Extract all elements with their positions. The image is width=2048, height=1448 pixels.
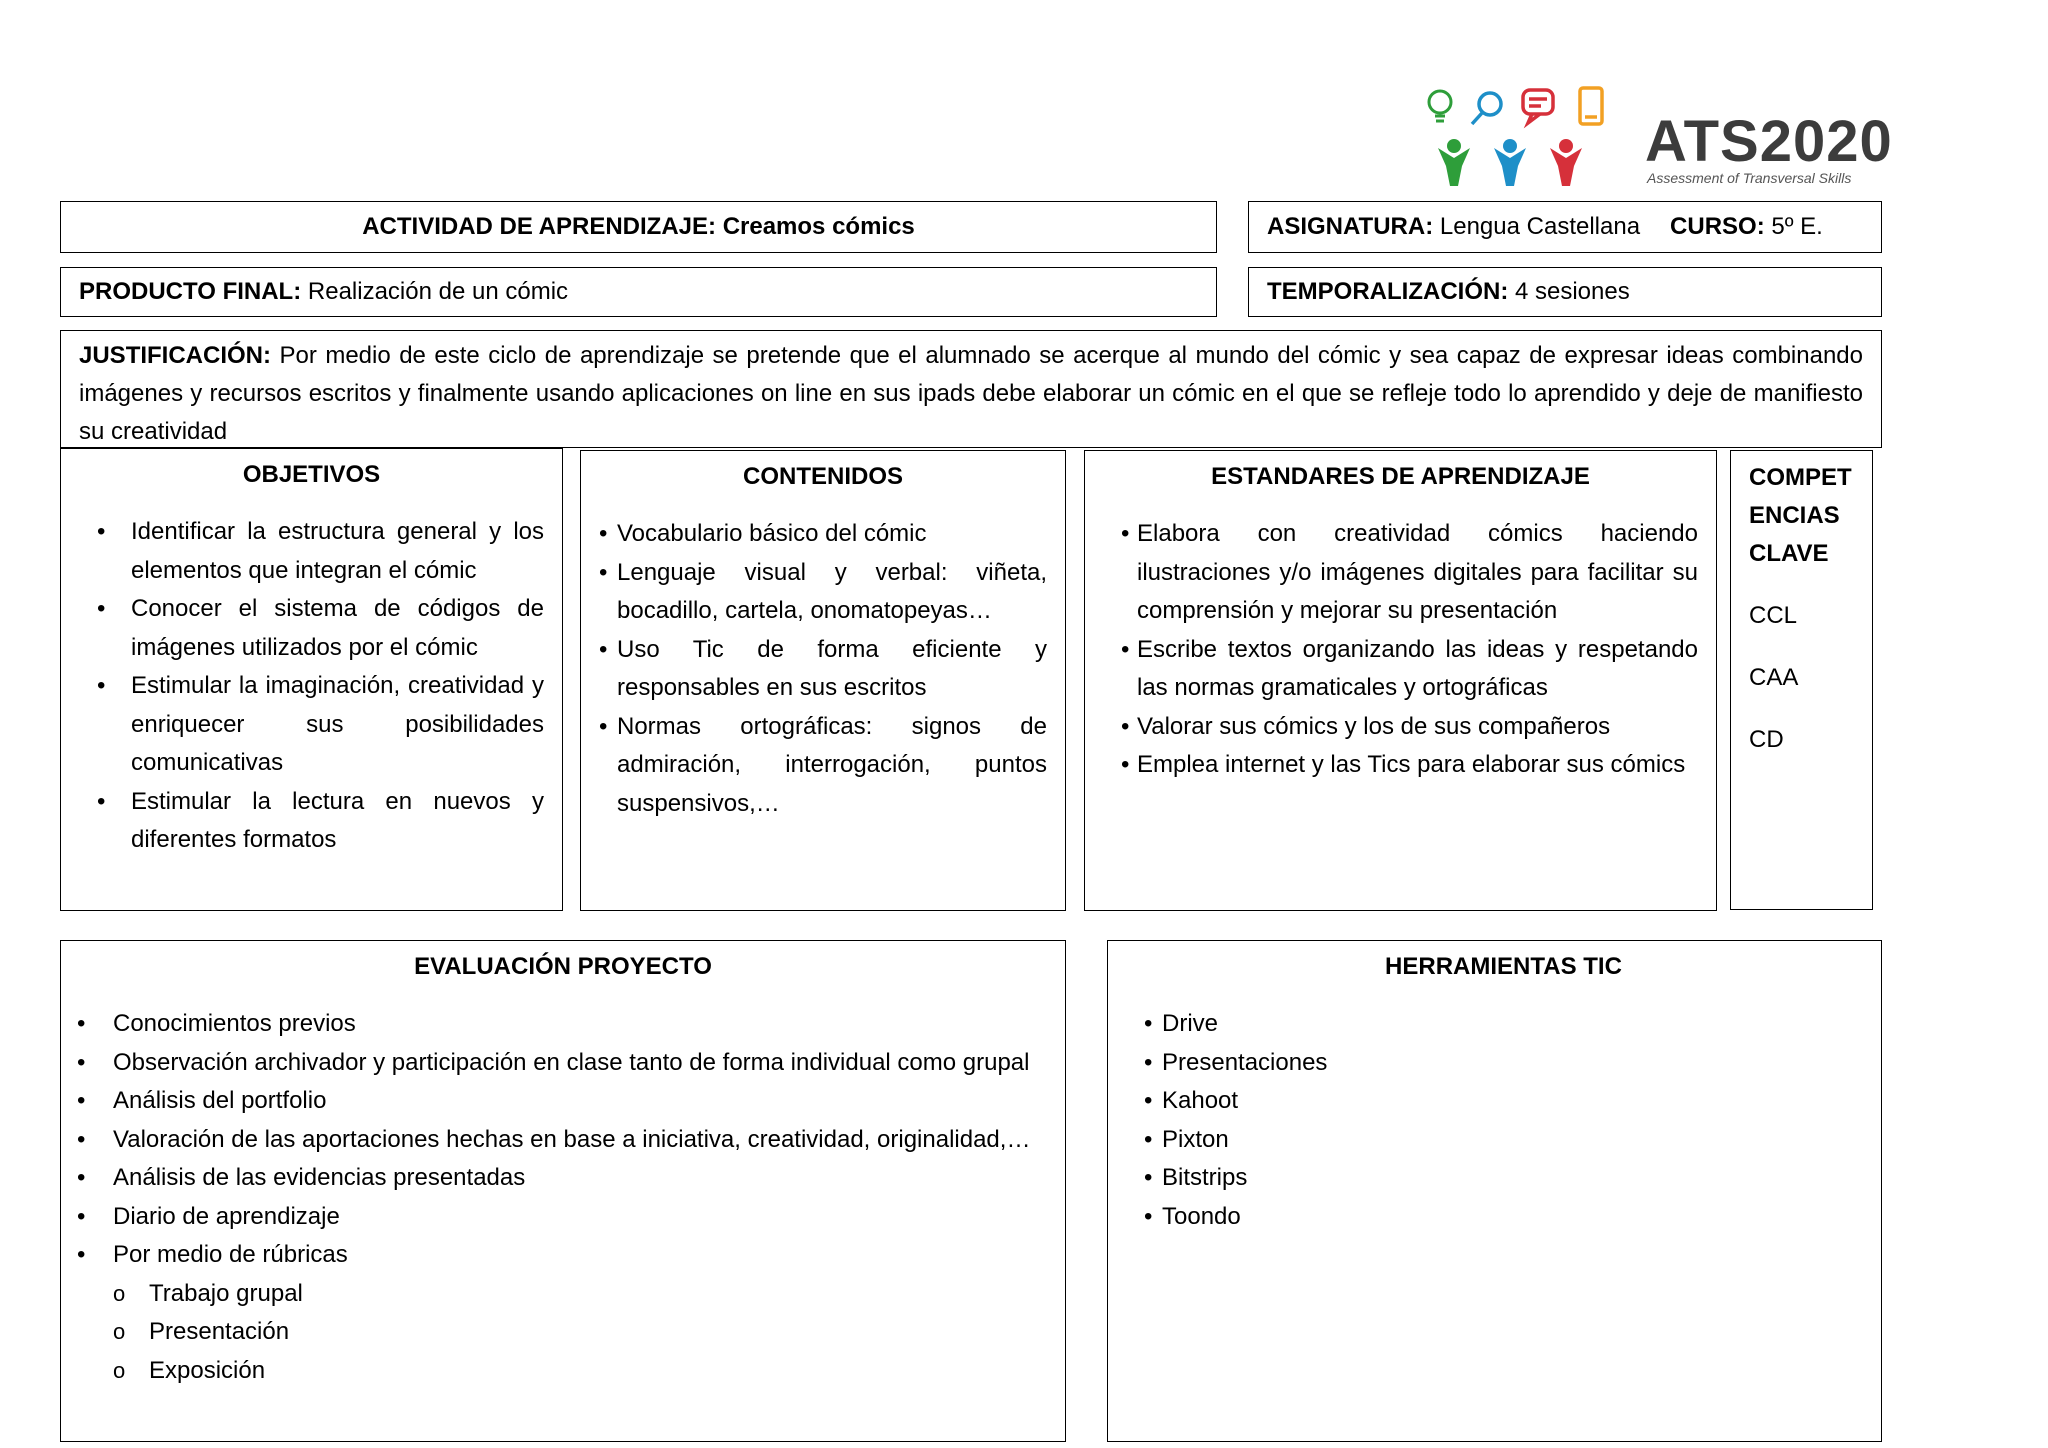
evaluation-box xyxy=(60,940,1066,1442)
logo-tagline: Assessment of Transversal Skills xyxy=(1647,170,1852,186)
subject-value: Lengua Castellana xyxy=(1439,213,1641,240)
list-item: • Bitstrips xyxy=(1144,1159,1863,1198)
activity-value: Creamos cómics xyxy=(722,213,915,240)
evaluation-list xyxy=(61,1005,1047,1275)
list-item: • Análisis de las evidencias presentadas xyxy=(61,1159,1047,1198)
logo-title: ATS2020 xyxy=(1645,109,1893,174)
tools-list xyxy=(1144,1005,1863,1236)
objectives-title: OBJETIVOS xyxy=(242,461,381,488)
list-item: • Emplea internet y las Tics para elaborar sus cómics xyxy=(1085,746,1698,785)
standards-list xyxy=(1085,515,1698,785)
list-item: • Toondo xyxy=(1144,1198,1863,1237)
magnifier-icon xyxy=(1472,93,1501,124)
justification-label: JUSTIFICACIÓN: xyxy=(79,342,271,369)
list-item: • Conocimientos previos xyxy=(61,1005,1047,1044)
tools-title: HERRAMIENTAS TIC xyxy=(1385,953,1622,980)
list-item: • Normas ortográficas: signos de admiración, interrogación, puntos suspensivos,… xyxy=(599,708,1047,824)
contents-box xyxy=(580,450,1066,911)
justification-text: Por medio de este ciclo de aprendizaje se pretende que el alumnado se acerque al mundo del cómic y sea capaz de expresar ideas combinando imágenes y recursos escritos y finalmente usando aplicaciones on line en sus ipads debe elaborar un cómic en el que se refleje todo lo aprendido y deje de manifiesto su creatividad xyxy=(79,342,1863,445)
logo-people-icons xyxy=(1410,86,1640,196)
speech-bubble-icon xyxy=(1523,90,1553,123)
competences-title-line: ENCIAS xyxy=(1749,502,1840,529)
timing-label: TEMPORALIZACIÓN: xyxy=(1267,278,1509,305)
list-item: • Valorar sus cómics y los de sus compañeros xyxy=(1085,708,1698,747)
person-icon xyxy=(1438,139,1470,186)
person-icon xyxy=(1550,139,1582,186)
list-item: • Lenguaje visual y verbal: viñeta, bocadillo, cartela, onomatopeyas… xyxy=(599,554,1047,631)
list-item: • Kahoot xyxy=(1144,1082,1863,1121)
list-item: • Pixton xyxy=(1144,1121,1863,1160)
activity-box xyxy=(60,201,1217,253)
standards-title: ESTANDARES DE APRENDIZAJE xyxy=(1211,463,1590,490)
evaluation-title: EVALUACIÓN PROYECTO xyxy=(414,953,712,980)
list-item: • Observación archivador y participación en clase tanto de forma individual como grupal xyxy=(61,1044,1047,1083)
product-label: PRODUCTO FINAL: xyxy=(79,278,302,305)
competences-title-line: CLAVE xyxy=(1749,540,1829,567)
product-value: Realización de un cómic xyxy=(307,278,569,305)
subject-box xyxy=(1248,201,1882,253)
course-label: CURSO: xyxy=(1670,213,1765,240)
standards-box xyxy=(1084,450,1717,911)
list-item: • Diario de aprendizaje xyxy=(61,1198,1047,1237)
list-item: • Drive xyxy=(1144,1005,1863,1044)
list-item: • Vocabulario básico del cómic xyxy=(599,515,1047,554)
timing-value: 4 sesiones xyxy=(1514,278,1630,305)
list-item: • Análisis del portfolio xyxy=(61,1082,1047,1121)
objectives-list xyxy=(61,513,544,860)
list-item: • Elabora con creatividad cómics haciendo ilustraciones y/o imágenes digitales para facilitar su comprensión y mejorar su presentación xyxy=(1085,515,1698,631)
list-item: • Por medio de rúbricas xyxy=(61,1236,1047,1275)
product-box xyxy=(60,267,1217,317)
contents-title: CONTENIDOS xyxy=(742,463,903,490)
person-icon xyxy=(1494,139,1526,186)
competence-item: CD xyxy=(1749,726,1784,753)
list-item: • Uso Tic de forma eficiente y responsables en sus escritos xyxy=(599,631,1047,708)
sub-list-item: o Presentación xyxy=(61,1313,1047,1352)
list-item: • Presentaciones xyxy=(1144,1044,1863,1083)
activity-label: ACTIVIDAD DE APRENDIZAJE: xyxy=(362,213,717,240)
competence-item: CAA xyxy=(1749,664,1799,691)
subject-label: ASIGNATURA: xyxy=(1267,213,1434,240)
course-value: 5º E. xyxy=(1771,213,1823,240)
sub-list-item: o Trabajo grupal xyxy=(61,1275,1047,1314)
objectives-box xyxy=(60,448,563,911)
competences-title-line: COMPET xyxy=(1749,464,1852,491)
list-item: • Identificar la estructura general y los elementos que integran el cómic xyxy=(61,513,544,590)
list-item: • Conocer el sistema de códigos de imágenes utilizados por el cómic xyxy=(61,590,544,667)
competence-item: CCL xyxy=(1749,602,1798,629)
list-item: • Estimular la lectura en nuevos y diferentes formatos xyxy=(61,783,544,860)
sub-list-item: o Exposición xyxy=(61,1352,1047,1391)
phone-icon xyxy=(1580,88,1602,124)
competences-box xyxy=(1730,450,1873,910)
tools-box xyxy=(1107,940,1882,1442)
timing-box xyxy=(1248,267,1882,317)
lightbulb-icon xyxy=(1429,91,1451,121)
evaluation-sublist xyxy=(61,1275,1047,1391)
list-item: • Valoración de las aportaciones hechas en base a iniciativa, creatividad, originalidad,… xyxy=(61,1121,1047,1160)
list-item: • Escribe textos organizando las ideas y respetando las normas gramaticales y ortográficas xyxy=(1085,631,1698,708)
list-item: • Estimular la imaginación, creatividad y enriquecer sus posibilidades comunicativas xyxy=(61,667,544,783)
contents-list xyxy=(599,515,1047,823)
justification-box xyxy=(60,330,1882,448)
